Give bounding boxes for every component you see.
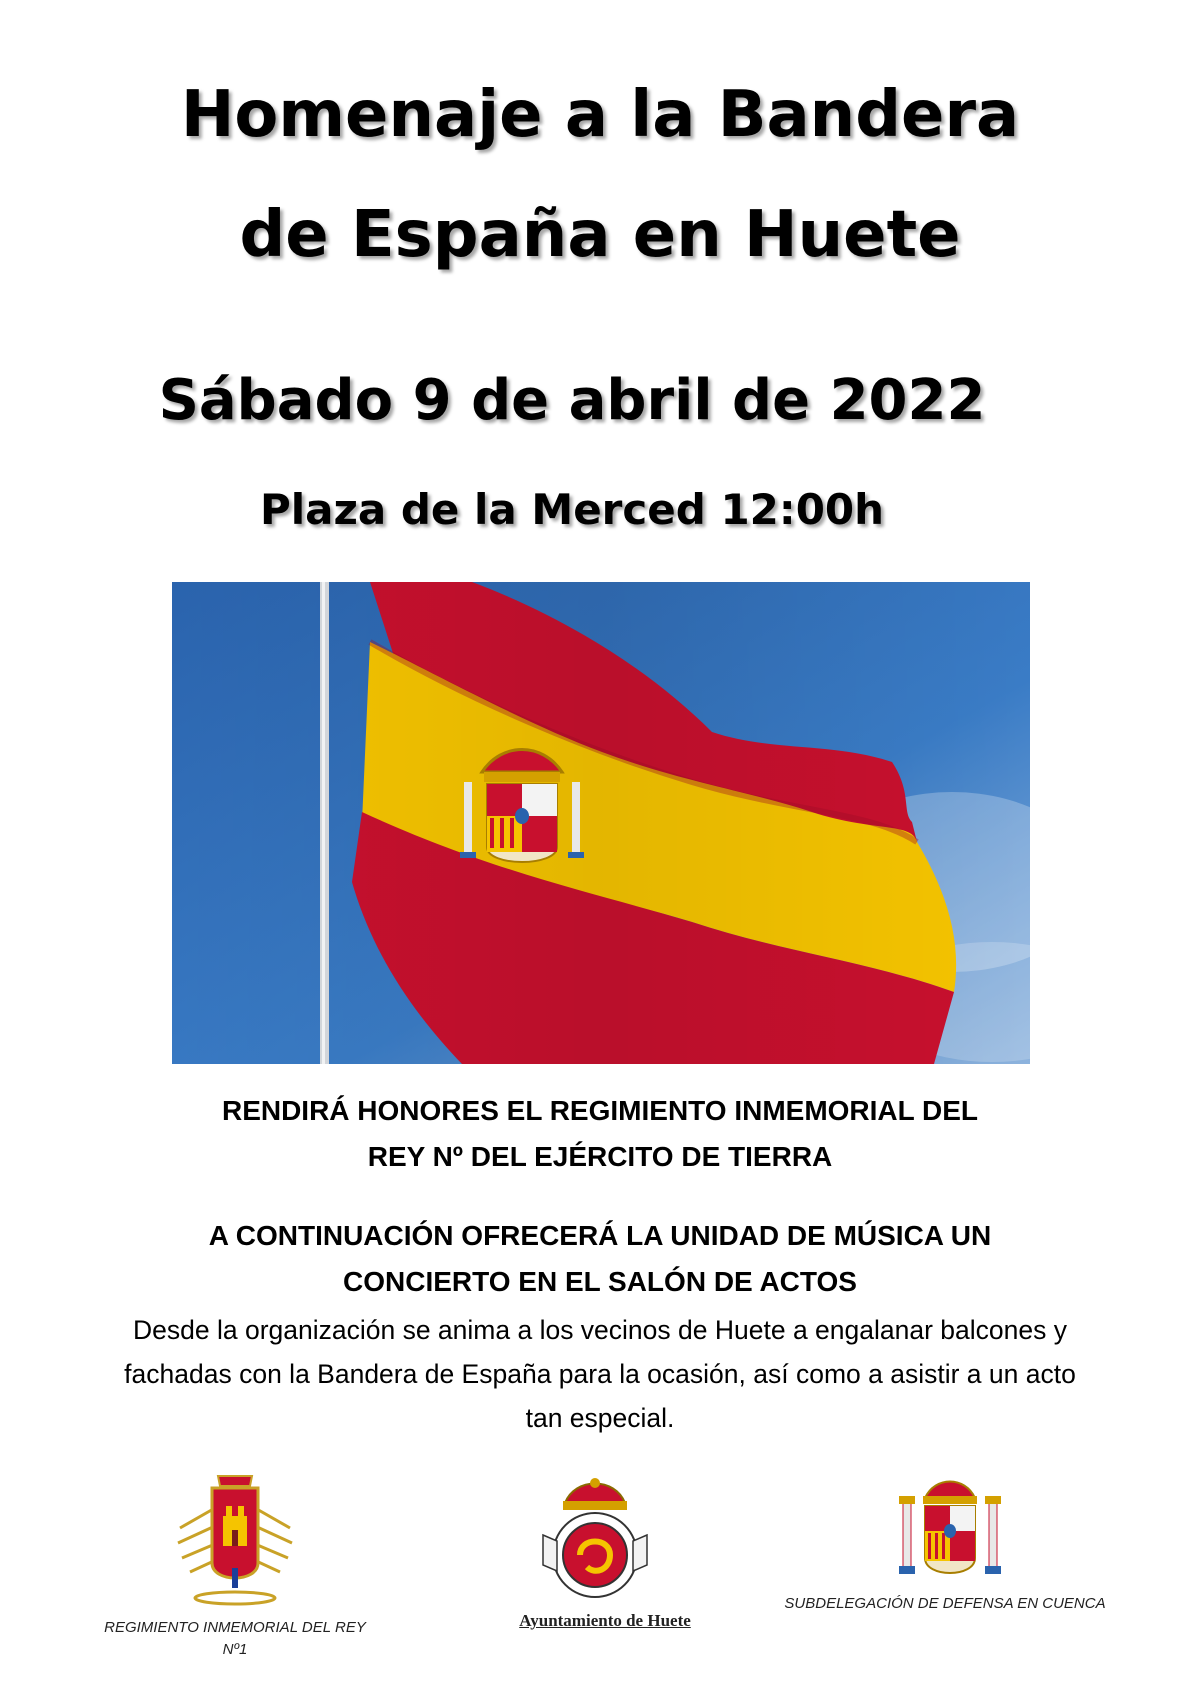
ayuntamiento-huete-emblem [535, 1475, 655, 1605]
honors-announcement: RENDIRÁ HONORES EL REGIMIENTO INMEMORIAL DEL REY Nº DEL EJÉRCITO DE TIERRA [221, 1095, 979, 1172]
poster-title-line-1: Homenaje a la Bandera [180, 78, 1020, 152]
concert-announcement: A CONTINUACIÓN OFRECERÁ LA UNIDAD DE MÚSICA UN CONCIERTO EN EL SALÓN DE ACTOS [208, 1220, 992, 1297]
ayuntamiento-caption: Ayuntamiento de Huete [519, 1611, 691, 1630]
regimiento-emblem [170, 1468, 300, 1608]
event-place-time: Plaza de la Merced 12:00h [259, 485, 885, 534]
spanish-flag-photo [172, 582, 1030, 1064]
invitation-paragraph: Desde la organización se anima a los vecinos de Huete a engalanar balcones y fachadas con la Bandera de España para la ocasión, así como a asistir a un acto tan especial. [124, 1315, 1076, 1433]
subdelegacion-caption: SUBDELEGACIÓN DE DEFENSA EN CUENCA [784, 1595, 1106, 1612]
poster-title-line-2: de España en Huete [239, 198, 961, 272]
event-date: Sábado 9 de abril de 2022 [158, 368, 986, 433]
spain-coat-of-arms-emblem [895, 1478, 1005, 1583]
regimiento-caption: REGIMIENTO INMEMORIAL DEL REY Nº1 [104, 1619, 366, 1658]
